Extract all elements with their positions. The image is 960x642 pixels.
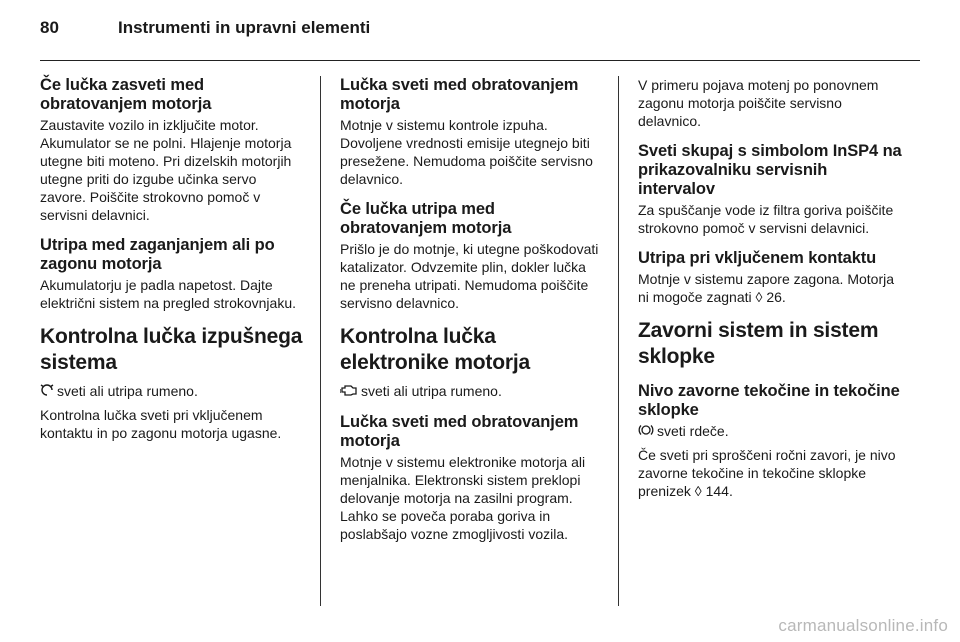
section-text: Če sveti pri sproščeni ročni zavori, je nivo zavorne tekočine in tekočine sklopke prenizek ◊ 144. xyxy=(638,447,896,499)
column-1 xyxy=(40,76,305,454)
section-heading: Lučka sveti med obratovanjem motorja xyxy=(340,413,579,450)
symbol-description: sveti rdeče. xyxy=(657,423,729,439)
section xyxy=(638,142,903,237)
symbol-line xyxy=(340,382,605,401)
symbol-description: sveti ali utripa rumeno. xyxy=(361,383,502,399)
watermark: carmanualsonline.info xyxy=(778,616,948,635)
section-heading: Utripa pri vključenem kontaktu xyxy=(638,249,877,267)
section xyxy=(638,382,903,500)
symbol-description: sveti ali utripa rumeno. xyxy=(57,383,198,399)
symbol-line xyxy=(40,382,305,401)
page-number: 80 xyxy=(40,18,59,37)
brake-warning-icon xyxy=(638,423,654,441)
chapter-heading: Zavorni sistem in sistem sklopke xyxy=(638,319,879,368)
column-3 xyxy=(638,76,903,512)
column-divider xyxy=(320,76,321,606)
section-heading: Utripa med zaganjanjem ali po zagonu motorja xyxy=(40,236,275,273)
page-header xyxy=(40,18,920,58)
section-text: Kontrolna lučka sveti pri vključenem kontaktu in po zagonu motorja ugasne. xyxy=(40,407,282,441)
page-header-title: Instrumenti in upravni elementi xyxy=(118,18,371,37)
section xyxy=(638,249,903,306)
section-heading: Lučka sveti med obratovanjem motorja xyxy=(340,76,579,113)
column-2 xyxy=(340,76,605,555)
section xyxy=(40,76,305,224)
column-divider xyxy=(618,76,619,606)
section xyxy=(340,324,605,401)
section-text: Za spuščanje vode iz filtra goriva poiščite strokovno pomoč v servisni delavnici. xyxy=(638,202,894,236)
section-text: Motnje v sistemu zapore zagona. Motorja ni mogoče zagnati ◊ 26. xyxy=(638,271,895,305)
symbol-line xyxy=(638,422,903,441)
section-heading: Nivo zavorne tekočine in tekočine sklopke xyxy=(638,382,900,419)
section xyxy=(40,324,305,442)
header-rule xyxy=(40,60,920,61)
section-text: Prišlo je do motnje, ki utegne poškodovati katalizator. Odvzemite plin, dokler lučka ne preneha utripati. Nemudoma poiščite servisno delavnico. xyxy=(340,241,599,311)
chapter-heading: Kontrolna lučka izpušnega sistema xyxy=(40,325,303,374)
section-text: Motnje v sistemu elektronike motorja ali menjalnika. Elektronski sistem preklopi delovanje motorja na zasilni program. Lahko se poveča poraba goriva in poslabšajo vozne zmogljivosti vozila. xyxy=(340,454,586,542)
section-heading: Sveti skupaj s simbolom InSP4 na prikazovalniku servisnih intervalov xyxy=(638,142,902,198)
section-heading: Če lučka utripa med obratovanjem motorja xyxy=(340,200,512,237)
engine-electronics-icon xyxy=(340,383,358,401)
section-text: Motnje v sistemu kontrole izpuha. Dovoljene vrednosti emisije utegnejo biti presežene. Nemudoma poiščite servisno delavnico. xyxy=(340,117,593,187)
exhaust-warning-icon xyxy=(40,383,54,401)
section xyxy=(40,236,305,312)
section xyxy=(340,76,605,188)
section-heading: Če lučka zasveti med obratovanjem motorja xyxy=(40,76,212,113)
section xyxy=(340,200,605,312)
section-text: Akumulatorju je padla napetost. Dajte električni sistem na pregled strokovnjaku. xyxy=(40,277,297,311)
section xyxy=(638,318,903,370)
section xyxy=(340,413,605,543)
section-text: V primeru pojava motenj po ponovnem zagonu motorja poiščite servisno delavnico. xyxy=(638,77,879,129)
chapter-heading: Kontrolna lučka elektronike motorja xyxy=(340,325,530,374)
section xyxy=(638,76,903,130)
section-text: Zaustavite vozilo in izključite motor. Akumulator se ne polni. Hlajenje motorja utegne biti moteno. Pri dizelskih motorjih utegne priti do izgube učinka servo zavore. Poiščite strokovno pomoč v servisni delavnici. xyxy=(40,117,292,223)
